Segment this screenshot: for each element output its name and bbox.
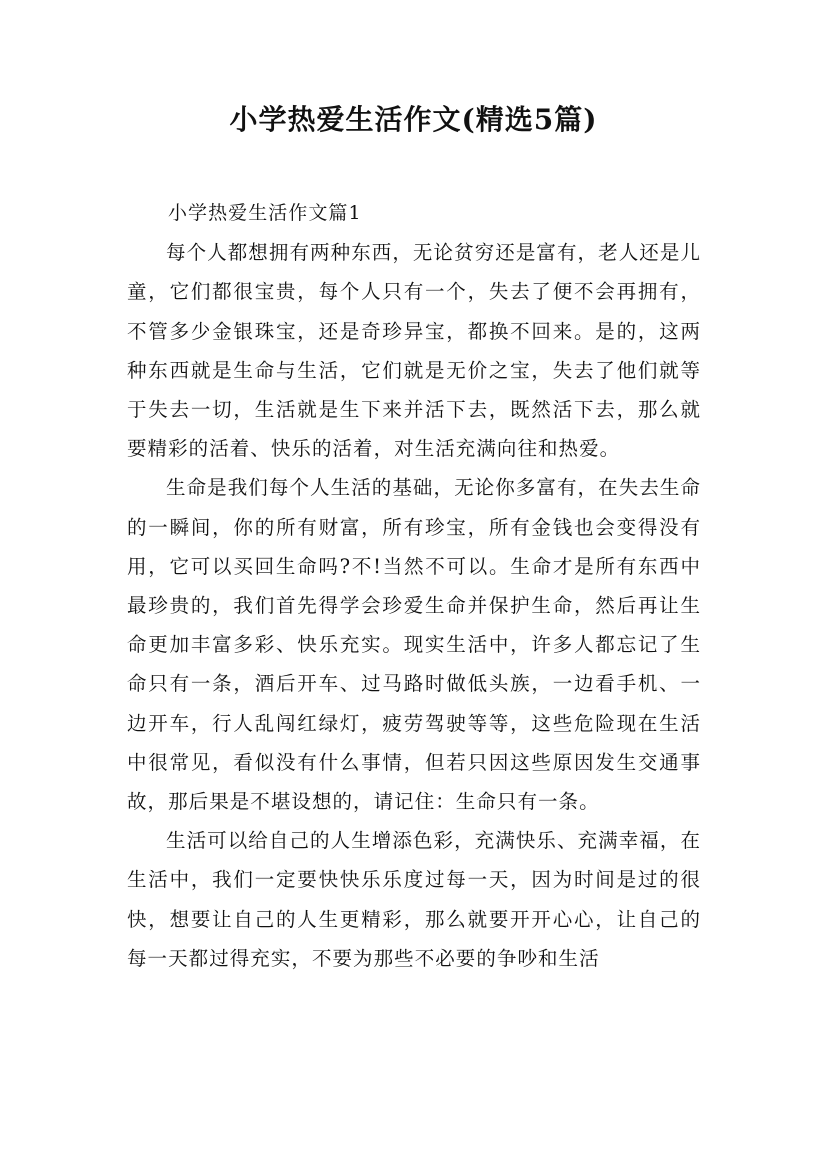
paragraph-3: 生活可以给自己的人生增添色彩，充满快乐、充满幸福，在生活中，我们一定要快快乐乐度过每一天，因为时间是过的很快，想要让自己的人生更精彩，那么就要开开心心，让自己的每一天都过得充实，不要为那些不必要的争吵和生活 — [127, 829, 701, 970]
paragraph-1: 每个人都想拥有两种东西，无论贫穷还是富有，老人还是儿童，它们都很宝贵，每个人只有一个，失去了便不会再拥有，不管多少金银珠宝，还是奇珍异宝，都换不回来。是的，这两种东西就是生命与生活，它们就是无价之宝，失去了他们就等于失去一切，生活就是生下来并活下去，既然活下去，那么就要精彩的活着、快乐的活着，对生活充满向往和热爱。 — [127, 241, 701, 461]
paragraph-2: 生命是我们每个人生活的基础，无论你多富有，在失去生命的一瞬间，你的所有财富，所有珍宝，所有金钱也会变得没有用，它可以买回生命吗?不!当然不可以。生命才是所有东西中最珍贵的，我们首先得学会珍爱生命并保护生命，然后再让生命更加丰富多彩、快乐充实。现实生活中，许多人都忘记了生命只有一条，酒后开车、过马路时做低头族，一边看手机、一边开车，行人乱闯红绿灯，疲劳驾驶等等，这些危险现在生活中很常见，看似没有什么事情，但若只因这些原因发生交通事故，那后果是不堪设想的，请记住：生命只有一条。 — [127, 476, 701, 814]
document-body — [127, 194, 701, 978]
section-heading: 小学热爱生活作文篇1 — [168, 202, 362, 224]
document-title: 小学热爱生活作文(精选5篇) — [229, 103, 598, 136]
